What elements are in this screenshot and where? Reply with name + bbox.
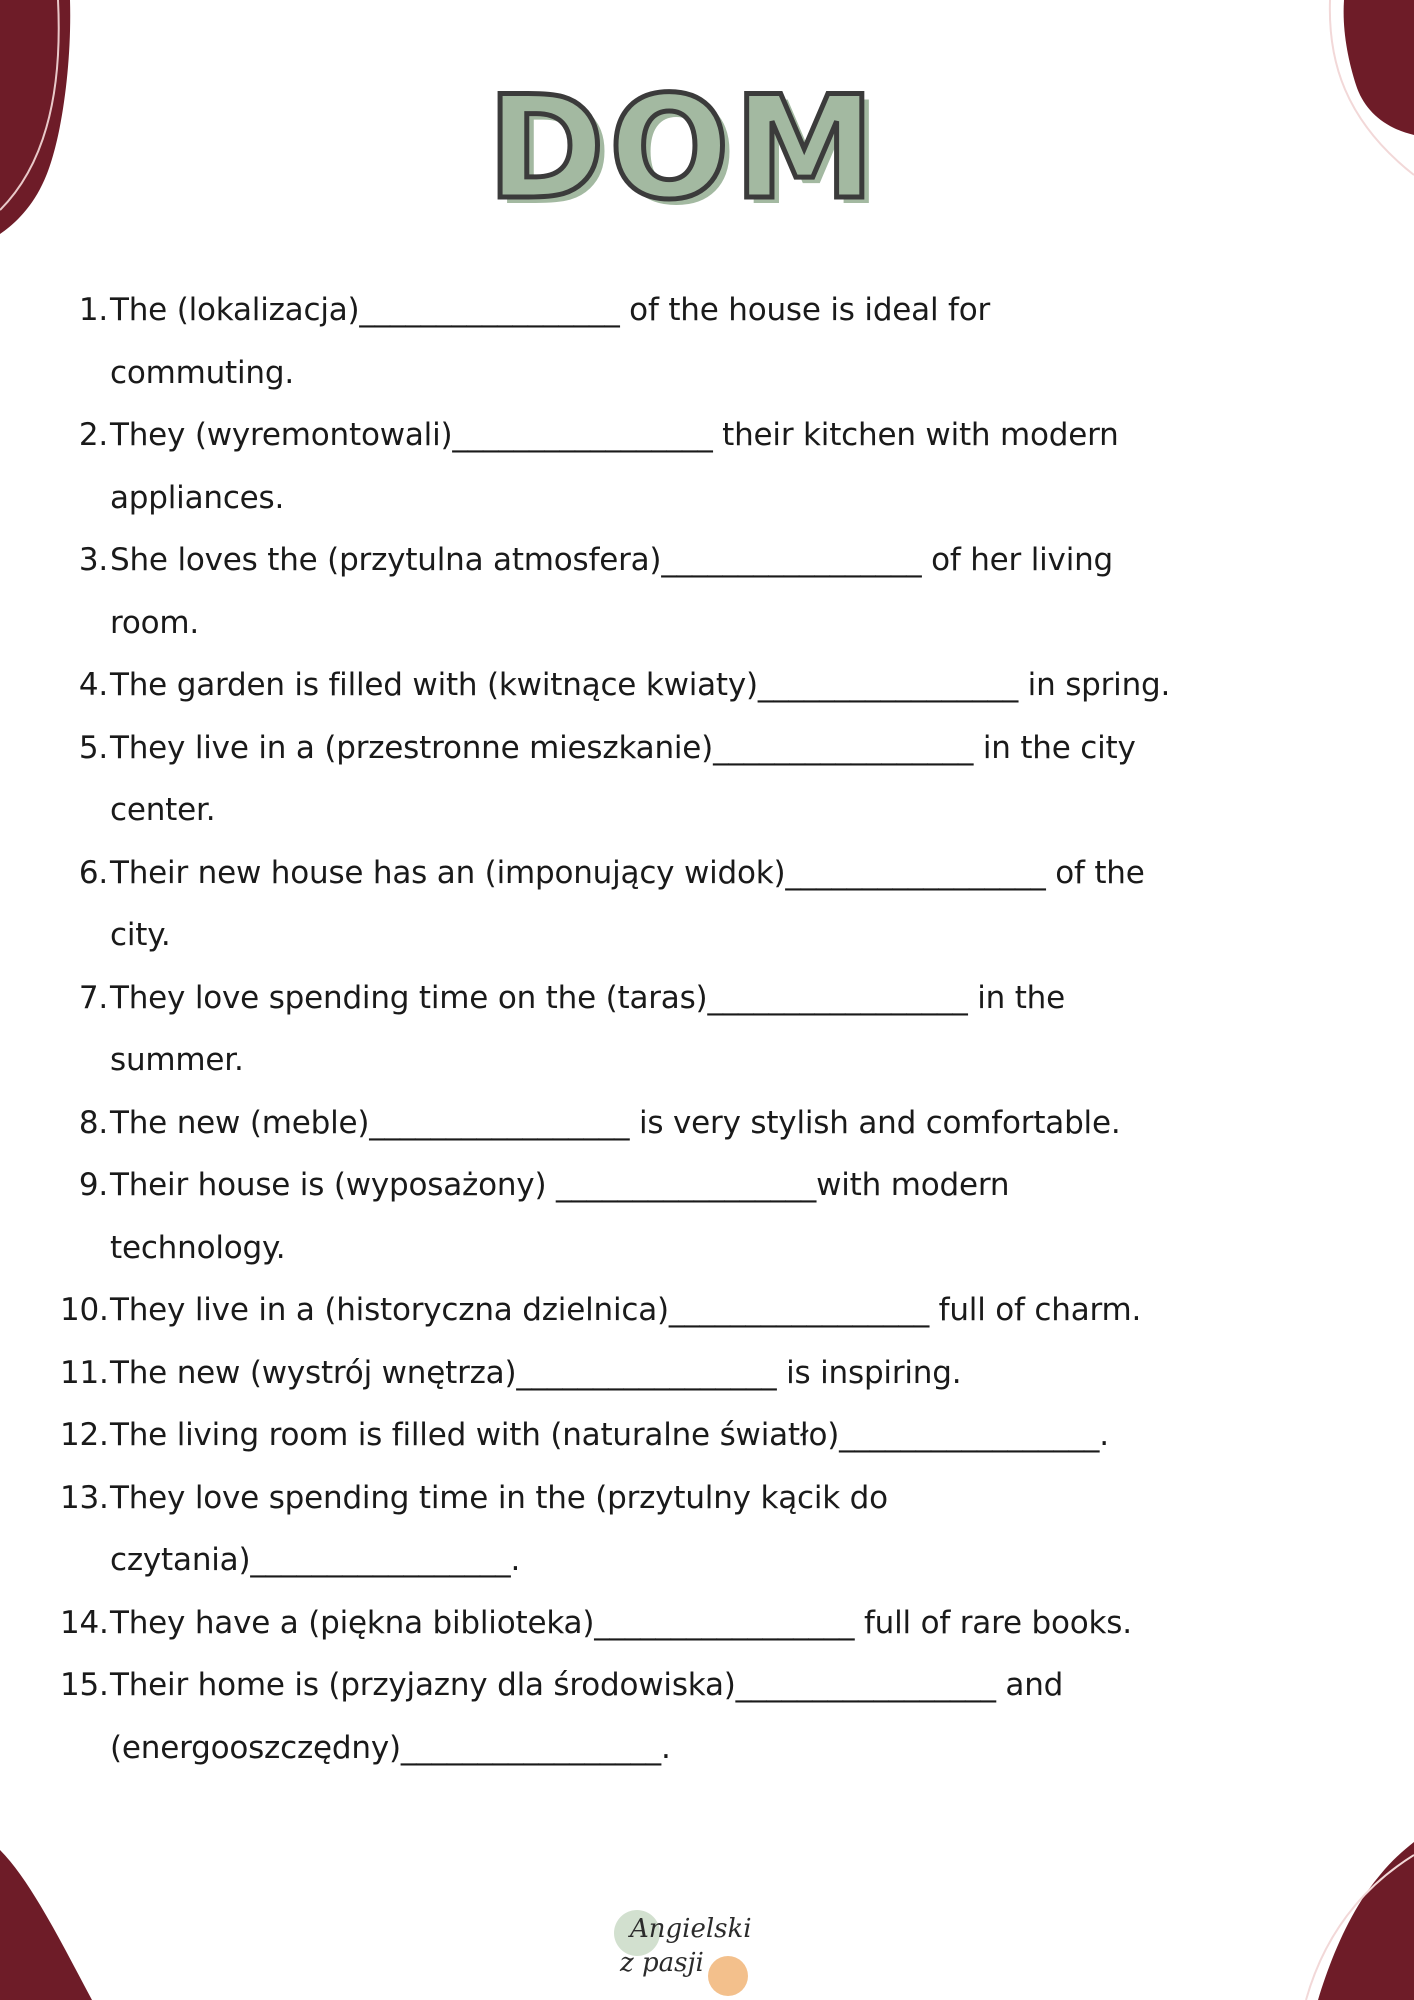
exercise-item-number: 14. — [60, 1604, 109, 1641]
title-container — [0, 66, 1366, 231]
exercise-item-number: 13. — [60, 1479, 109, 1516]
exercise-item-text-line: They have a (piękna biblioteka)_________________ full of rare books. — [110, 1604, 1132, 1641]
exercise-item-text-line: (energooszczędny)_________________. — [110, 1729, 671, 1766]
exercise-item-text-line: commuting. — [110, 354, 295, 391]
exercise-item — [60, 1342, 1360, 1405]
logo-text-line-1: Angielski — [630, 1914, 752, 1944]
exercise-item-number: 9. — [78, 1167, 108, 1203]
exercise-item-number: 8. — [78, 1104, 108, 1141]
exercise-item — [60, 1654, 1360, 1779]
exercise-item-number: 11. — [60, 1354, 109, 1391]
exercise-item — [60, 529, 1360, 654]
exercise-item-number: 2. — [78, 417, 108, 453]
exercise-item — [60, 842, 1360, 967]
exercise-item-text-line: They love spending time in the (przytulny kącik do — [110, 1479, 888, 1516]
exercise-item-number: 4. — [78, 667, 108, 703]
exercise-item-text-line: Their new house has an (imponujący widok)_________________ of the — [110, 854, 1145, 891]
exercise-item-number: 1. — [78, 292, 108, 328]
exercise-item-text-line: Their house is (wyposażony) _________________with modern — [110, 1167, 1010, 1203]
exercise-item-text-line: The new (wystrój wnętrza)_________________ is inspiring. — [110, 1354, 962, 1391]
corner-decoration-bottom-right — [1300, 1840, 1414, 2000]
logo-text-line-2: z pasji — [620, 1948, 704, 1978]
exercise-item — [60, 404, 1360, 529]
exercise-item-text-line: The new (meble)_________________ is very stylish and comfortable. — [110, 1104, 1121, 1141]
exercise-item-number: 7. — [78, 979, 108, 1016]
exercise-item-text-line: The living room is filled with (naturalne światło)_________________. — [110, 1417, 1109, 1453]
exercise-item-text-line: They (wyremontowali)_________________ their kitchen with modern — [110, 417, 1119, 453]
page-title: DOM — [487, 66, 879, 231]
exercise-item — [60, 1404, 1360, 1467]
exercise-item — [60, 717, 1360, 842]
exercise-item-text-line: She loves the (przytulna atmosfera)_________________ of her living — [110, 542, 1114, 578]
exercise-item — [60, 1592, 1360, 1655]
exercise-item-text-line: city. — [110, 917, 171, 953]
exercise-item-text-line: The garden is filled with (kwitnące kwiaty)_________________ in spring. — [110, 667, 1171, 703]
exercise-item-text-line: summer. — [110, 1042, 244, 1078]
exercise-item — [60, 1279, 1360, 1342]
brand-logo — [610, 1906, 760, 1996]
exercise-item-number: 3. — [78, 542, 108, 578]
exercise-item-number: 10. — [60, 1292, 109, 1328]
exercise-item-text-line: They love spending time on the (taras)_________________ in the — [110, 979, 1065, 1016]
exercise-item — [60, 279, 1360, 404]
exercise-item — [60, 1154, 1360, 1279]
exercise-item-number: 5. — [78, 729, 108, 766]
exercise-item-text-line: appliances. — [110, 479, 285, 516]
exercise-item — [60, 654, 1360, 717]
exercise-item-text-line: They live in a (przestronne mieszkanie)_________________ in the city — [110, 729, 1136, 766]
exercise-item-number: 6. — [78, 854, 108, 891]
exercise-item-text-line: room. — [110, 604, 200, 641]
exercise-item-text-line: czytania)_________________. — [110, 1542, 521, 1578]
exercise-item — [60, 967, 1360, 1092]
exercise-item-number: 15. — [60, 1667, 109, 1703]
exercise-item-text-line: technology. — [110, 1229, 286, 1266]
logo-brain-icon — [708, 1956, 748, 1996]
exercise-item — [60, 1467, 1360, 1592]
exercise-item-text-line: Their home is (przyjazny dla środowiska)_________________ and — [110, 1667, 1064, 1703]
exercise-item-text-line: They live in a (historyczna dzielnica)_________________ full of charm. — [110, 1292, 1142, 1328]
exercise-item-number: 12. — [60, 1417, 109, 1453]
exercise-item — [60, 1092, 1360, 1155]
exercise-item-text-line: center. — [110, 792, 216, 828]
exercise-list — [60, 279, 1360, 1779]
corner-decoration-bottom-left — [0, 1840, 100, 2000]
exercise-item-text-line: The (lokalizacja)_________________ of the house is ideal for — [110, 292, 991, 328]
